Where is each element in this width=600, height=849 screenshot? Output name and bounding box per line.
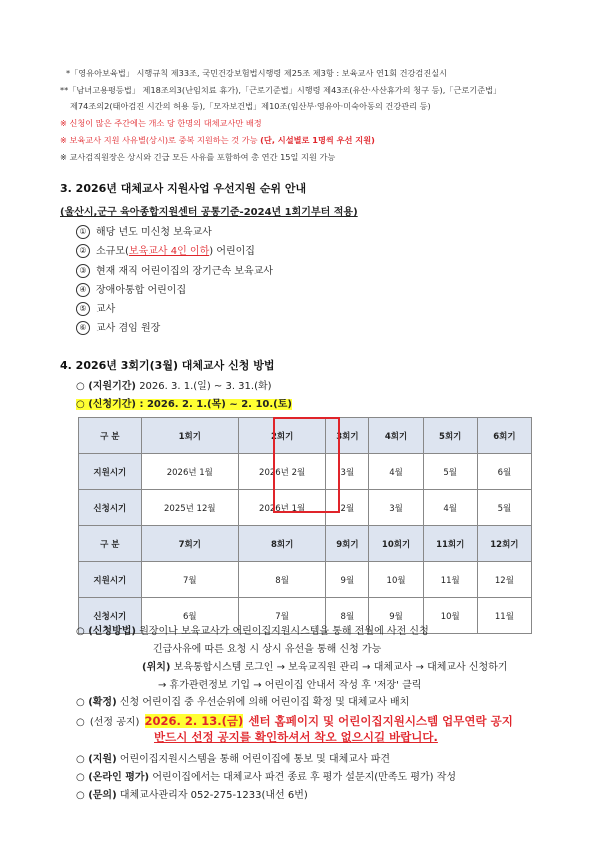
- table-cell: 11월: [423, 562, 477, 598]
- priority-number: ③: [76, 264, 90, 278]
- table-cell: 2월: [326, 490, 369, 526]
- method-contact-label: ○ (문의): [76, 790, 117, 801]
- table-header-cell: 3회기: [326, 418, 369, 454]
- table-cell: 2026년 1월: [238, 490, 325, 526]
- table-row-header: 지원시기: [79, 562, 142, 598]
- method-evaluation-text: 어린이집에서는 대체교사 파견 종료 후 평가 설문지(만족도 평가) 작성: [152, 772, 457, 783]
- note-busy-week: ※ 신청이 많은 주간에는 개소 당 한명의 대체교사만 배정: [60, 118, 262, 128]
- table-row: [79, 562, 532, 598]
- apply-period: [76, 395, 292, 410]
- table-cell: 11월: [477, 598, 531, 634]
- table-header-cell: 구 분: [79, 526, 142, 562]
- method-support-text: 어린이집지원시스템을 통해 어린이집에 통보 및 대체교사 파견: [119, 754, 391, 765]
- table-cell: 2026년 2월: [238, 454, 325, 490]
- priority-item-1: [76, 223, 212, 239]
- table-cell: 9월: [326, 562, 369, 598]
- method-urgent: 긴급사유에 따른 요청 시 상시 유선을 통해 신청 가능: [153, 644, 382, 655]
- table-cell: 3월: [326, 454, 369, 490]
- priority-text-pre: 소규모(: [96, 246, 129, 257]
- priority-number: ⑤: [76, 302, 90, 316]
- round3-highlight-box: [273, 417, 340, 513]
- method-announce-circle: ○: [76, 717, 85, 728]
- table-cell: 12월: [477, 562, 531, 598]
- table-cell: 7월: [238, 598, 325, 634]
- method-apply: [76, 622, 429, 637]
- priority-text: 현재 재직 어린이집의 장기근속 보육교사: [96, 266, 273, 277]
- table-header-cell: 12회기: [477, 526, 531, 562]
- method-support: [76, 750, 390, 765]
- priority-text-post: ) 어린이집: [209, 246, 255, 257]
- method-location: [142, 658, 508, 673]
- note-duplicate: [60, 133, 375, 147]
- table-header-cell: 5회기: [423, 418, 477, 454]
- priority-number: ①: [76, 225, 90, 239]
- note-director-limit: ※ 교사검직원장은 상시와 긴급 모든 사유를 포함하여 총 연간 15일 지원 가능: [60, 152, 336, 162]
- table-cell: 8월: [238, 562, 325, 598]
- table-cell: 10월: [369, 562, 423, 598]
- method-announce-warning: 반드시 선정 공지를 확인하셔서 착오 없으시길 바랍니다.: [154, 730, 438, 744]
- priority-item-5: [76, 300, 115, 316]
- table-cell: 8월: [326, 598, 369, 634]
- table-header-cell: 4회기: [369, 418, 423, 454]
- priority-text-highlight: 보육교사 4인 이하: [128, 246, 210, 257]
- priority-number: ⑥: [76, 321, 90, 335]
- method-location-text: 보육통합시스템 로그인 → 보육교직원 관리 → 대체교사 → 대체교사 신청하기: [173, 662, 508, 673]
- table-cell: 6월: [141, 598, 238, 634]
- table-row-header: 신청시기: [79, 598, 142, 634]
- method-announce-text: 센터 홈페이지 및 어린이집지원시스템 업무연락 공지: [248, 714, 513, 728]
- table-header-cell: 7회기: [141, 526, 238, 562]
- table-cell: 2025년 12월: [141, 490, 238, 526]
- priority-number: ②: [76, 244, 90, 258]
- method-confirm: [76, 693, 409, 708]
- priority-text: 해당 년도 미신청 보육교사: [96, 227, 212, 238]
- table-cell: 10월: [423, 598, 477, 634]
- table-header-cell: 11회기: [423, 526, 477, 562]
- table-cell: 3월: [369, 490, 423, 526]
- table-cell: 5월: [423, 454, 477, 490]
- method-contact: [76, 786, 308, 801]
- table-cell: 6월: [477, 454, 531, 490]
- table-cell: 9월: [369, 598, 423, 634]
- support-period: [76, 377, 272, 392]
- priority-text: 장애아통합 어린이집: [96, 285, 187, 296]
- method-confirm-label: ○ (확정): [76, 697, 117, 708]
- table-row-header: 지원시기: [79, 454, 142, 490]
- table-header-cell: 9회기: [326, 526, 369, 562]
- table-cell: 7월: [141, 562, 238, 598]
- method-apply-label: ○ (신청방법): [76, 626, 136, 637]
- method-announce: [76, 710, 513, 729]
- note-duplicate-text: ※ 보육교사 지원 사유별(상시)로 중복 지원하는 것 가능: [60, 135, 258, 145]
- section3-title: 3. 2026년 대체교사 지원사업 우선지원 순위 안내: [60, 182, 307, 195]
- table-header-cell: 2회기: [238, 418, 325, 454]
- table-header-cell: 1회기: [141, 418, 238, 454]
- method-location-cont: → 휴가관련정보 기입 → 어린이집 안내서 작성 후 '저장' 클릭: [158, 680, 422, 691]
- table-row-header: 신청시기: [79, 490, 142, 526]
- priority-text: 교사 겸임 원장: [96, 323, 161, 334]
- method-location-label: (위치): [142, 662, 171, 673]
- table-header-cell: 구 분: [79, 418, 142, 454]
- method-evaluation: [76, 768, 456, 783]
- table-cell: 5월: [477, 490, 531, 526]
- method-confirm-text: 신청 어린이집 중 우선순위에 의해 어린이집 확정 및 대체교사 배치: [119, 697, 410, 708]
- method-support-label: ○ (지원): [76, 754, 117, 765]
- note-duplicate-condition: (단, 시설별로 1명씩 우선 지원): [260, 135, 375, 145]
- note-leave-laws: **「남녀고용평등법」 제18조의3(난임치료 휴가),「근로기준법」시행령 제43조(유산·사산휴가의 청구 등),「근로기준법」: [60, 85, 502, 95]
- priority-text: 교사: [96, 304, 116, 315]
- support-period-value: 2026. 3. 1.(일) ~ 3. 31.(화): [139, 381, 272, 392]
- note-leave-laws-cont: 제74조의2(태아검진 시간의 허용 등),「모자보건법」제10조(임산부·영유아·미숙아동의 건강관리 등): [70, 101, 431, 111]
- table-header-cell: 8회기: [238, 526, 325, 562]
- section3-subtitle: (울산시,군구 육아종합지원센터 공통기준-2024년 1회기부터 적용): [60, 207, 358, 218]
- priority-number: ④: [76, 283, 90, 297]
- priority-item-4: [76, 281, 186, 297]
- table-cell: 2026년 1월: [141, 454, 238, 490]
- priority-item-2: [76, 242, 255, 258]
- method-announce-label: (선정 공지): [89, 717, 140, 728]
- table-cell: 4월: [369, 454, 423, 490]
- table-header-cell: 6회기: [477, 418, 531, 454]
- table-header-cell: 10회기: [369, 526, 423, 562]
- method-contact-text: 대체교사관리자 052-275-1233(내선 6번): [119, 790, 308, 801]
- table-header-row: [79, 526, 532, 562]
- method-apply-text: 원장이나 보육교사가 어린이집지원시스템을 통해 전월에 사전 신청: [139, 626, 429, 637]
- method-announce-date: 2026. 2. 13.(금): [144, 714, 244, 728]
- priority-item-6: [76, 319, 160, 335]
- note-health-check: *「영유아보육법」 시행규칙 제33조, 국민건강보험법시행령 제25조 제3항 : 보육교사 연1회 건강검진실시: [66, 68, 448, 78]
- priority-item-3: [76, 262, 273, 278]
- section4-title: 4. 2026년 3회기(3월) 대체교사 신청 방법: [60, 359, 275, 372]
- method-evaluation-label: ○ (온라인 평가): [76, 772, 150, 783]
- table-cell: 4월: [423, 490, 477, 526]
- support-period-label: ○ (지원기간): [76, 381, 136, 392]
- apply-period-label: ○ (신청기간) : 2026. 2. 1.(목) ~ 2. 10.(토): [76, 399, 292, 410]
